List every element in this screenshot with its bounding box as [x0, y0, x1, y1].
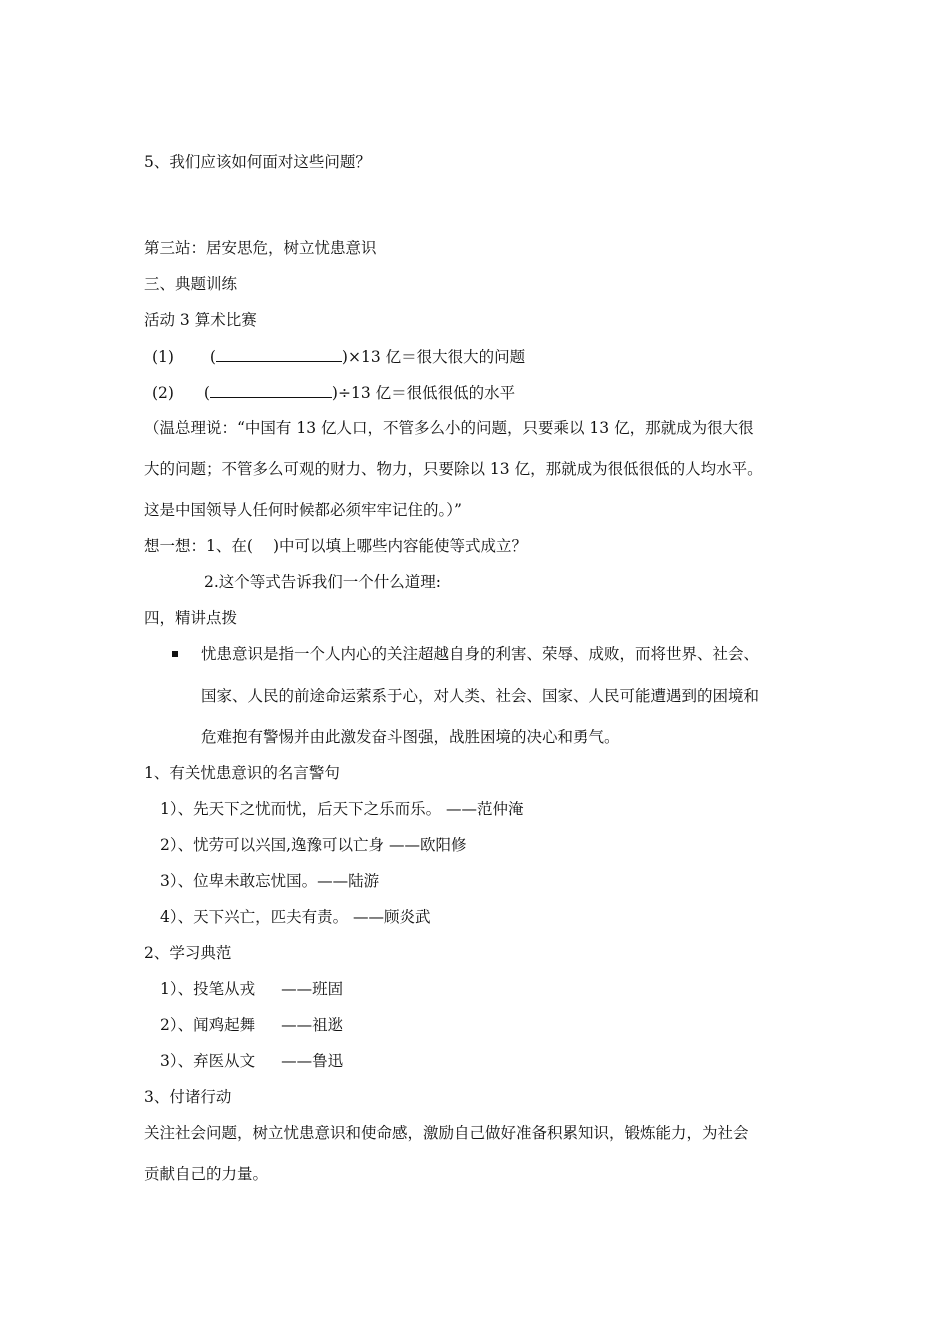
model-person: ——祖逖: [281, 1016, 344, 1034]
model-idiom: 1）、投笔从戎: [160, 980, 256, 998]
model-person: ——班固: [281, 980, 344, 998]
bullet-square-icon: [172, 651, 178, 657]
definition-line-1: 忧患意识是指一个人内心的关注超越自身的利害、荣辱、成败，而将世界、社会、: [201, 645, 760, 663]
station-3-heading: 第三站：居安思危，树立忧患意识: [144, 239, 377, 257]
equation-2-open: (: [203, 384, 210, 402]
definition-line-3: 危难抱有警惕并由此激发奋斗图强，战胜困境的决心和勇气。: [201, 728, 620, 746]
quote-item: 3）、位卑未敢忘忧国。——陆游: [160, 872, 380, 890]
think-label: 想一想：: [144, 537, 207, 555]
equation-2-number: (2): [152, 384, 174, 402]
premier-quote-line-3: 这是中国领导人任何时候都必须牢牢记住的。）”: [144, 501, 462, 519]
quotes-title: 1、有关忧患意识的名言警句: [144, 764, 340, 782]
equation-1: [152, 346, 525, 367]
quote-item: 2）、忧劳可以兴国,逸豫可以亡身 ——欧阳修: [160, 836, 467, 854]
equation-1-rest: ×13 亿＝很大很大的问题: [347, 348, 526, 366]
quote-item: 1）、先天下之忧而忧，后天下之乐而乐。 ——范仲淹: [160, 800, 524, 818]
model-idiom: 3）、弃医从文: [160, 1052, 256, 1070]
action-line-2: 贡献自己的力量。: [144, 1165, 269, 1183]
section-4-heading: 四，精讲点拨: [144, 609, 238, 627]
quote-item: 4）、天下兴亡，匹夫有责。 ——顾炎武: [160, 908, 431, 926]
equation-2-rest: ÷13 亿＝很低很低的水平: [337, 384, 516, 402]
equation-1-blank[interactable]: [216, 346, 342, 362]
model-item: [160, 1015, 343, 1035]
activity-3-title: 活动 3 算术比赛: [144, 311, 257, 329]
action-line-1: 关注社会问题，树立忧患意识和使命感，激励自己做好准备积累知识，锻炼能力，为社会: [144, 1124, 749, 1142]
premier-quote-line-2: 大的问题；不管多么可观的财力、物力，只要除以 13 亿，那就成为很低很低的人均水平。: [144, 460, 763, 478]
models-title: 2、学习典范: [144, 944, 232, 962]
model-item: [160, 979, 343, 999]
action-title: 3、付诸行动: [144, 1088, 232, 1106]
equation-2-blank[interactable]: [210, 382, 332, 398]
think-question-1: 想一想：1、在( )中可以填上哪些内容能使等式成立？: [144, 537, 527, 555]
question-5: 5、我们应该如何面对这些问题？: [144, 153, 371, 171]
equation-2-close: ): [331, 384, 338, 402]
section-3-heading: 三、典题训练: [144, 275, 238, 293]
premier-quote-line-1: （温总理说：“中国有 13 亿人口，不管多么小的问题，只要乘以 13 亿，那就成为很大很: [144, 419, 754, 437]
definition-line-2: 国家、人民的前途命运萦系于心，对人类、社会、国家、人民可能遭遇到的困境和: [201, 687, 760, 705]
think-question-2: 2.这个等式告诉我们一个什么道理:: [204, 573, 442, 591]
equation-1-open: (: [209, 348, 216, 366]
model-idiom: 2）、闻鸡起舞: [160, 1016, 256, 1034]
model-person: ——鲁迅: [281, 1052, 344, 1070]
equation-1-number: (1): [152, 348, 174, 366]
model-item: [160, 1051, 343, 1071]
equation-1-close: ): [341, 348, 348, 366]
equation-2: [152, 382, 515, 403]
